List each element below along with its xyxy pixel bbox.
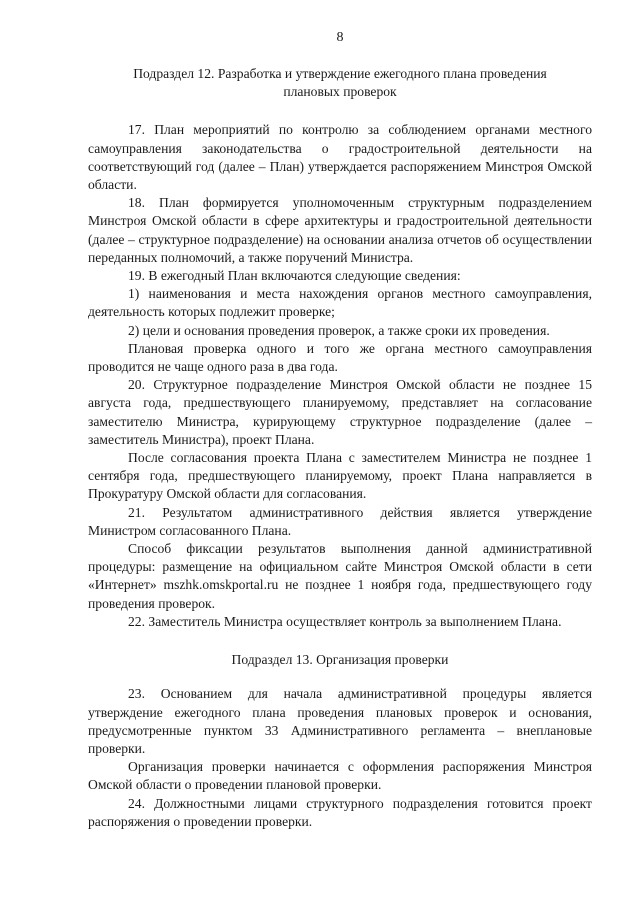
- paragraph-21-continued: Способ фиксации результатов выполнения данной административной процедуры: размещение на официальном сайте Минстроя Омской области в сети «Интернет» mszhk.omskportal.ru не позднее 1 ноября года, предшествующего году проведения проверок.: [88, 541, 592, 611]
- paragraph-19-item-2: 2) цели и основания проведения проверок, а также сроки их проведения.: [128, 322, 550, 338]
- subsection-13-title: Подраздел 13. Организация проверки: [231, 652, 449, 668]
- subsection-12-title: Подраздел 12. Разработка и утверждение ежегодного плана проведения плановых проверок: [133, 66, 547, 100]
- paragraph-20-continued: После согласования проекта Плана с заместителем Министра не позднее 1 сентября года, предшествующего планируемому, проект Плана направляется в Прокуратуру Омской области для согласования.: [88, 450, 592, 502]
- paragraph-19: 19. В ежегодный План включаются следующие сведения:: [128, 268, 461, 284]
- paragraph-17: 17. План мероприятий по контролю за соблюдением органами местного самоуправления законодательства о градостроительной деятельности на соответствующий год (далее – План) утверждается распоряжением Минстроя Омской области.: [88, 122, 592, 193]
- paragraph-21: 21. Результатом административного действия является утверждение Министром согласованного Плана.: [88, 504, 592, 538]
- paragraph-23-continued: Организация проверки начинается с оформления распоряжения Минстроя Омской области о проведении плановой проверки.: [88, 759, 592, 793]
- document-page: [88, 28, 592, 831]
- paragraph-24: 24. Должностными лицами структурного подразделения готовится проект распоряжения о проведении проверки.: [88, 795, 592, 829]
- paragraph-22: 22. Заместитель Министра осуществляет контроль за выполнением Плана.: [128, 613, 562, 629]
- subsection-13-body: [88, 685, 592, 831]
- paragraph-19-note: Плановая проверка одного и того же органа местного самоуправления проводится не чаще одного раза в два года.: [88, 340, 592, 375]
- subsection-12-body: [88, 121, 592, 631]
- paragraph-23: 23. Основанием для начала административной процедуры является утверждение ежегодного плана проведения плановых проверок и основания, предусмотренные пунктом 33 Административного регламента – внеплановые проверки.: [88, 686, 592, 756]
- page-number: 8: [336, 30, 344, 45]
- paragraph-20: 20. Структурное подразделение Минстроя Омской области не позднее 15 августа года, предшествующего планируемому, представляет на согласование заместителю Министра, курирующему структурное подразделение (далее – заместитель Министра), проект Плана.: [88, 377, 592, 447]
- paragraph-19-item-1: 1) наименования и места нахождения органов местного самоуправления, деятельность которых подлежит проверке;: [88, 286, 592, 320]
- paragraph-18: 18. План формируется уполномоченным структурным подразделением Минстроя Омской области в сфере архитектуры и градостроительной деятельности (далее – структурное подразделение) на основании анализа отчетов об осуществлении переданных полномочий, а также поручений Министра.: [88, 195, 592, 265]
